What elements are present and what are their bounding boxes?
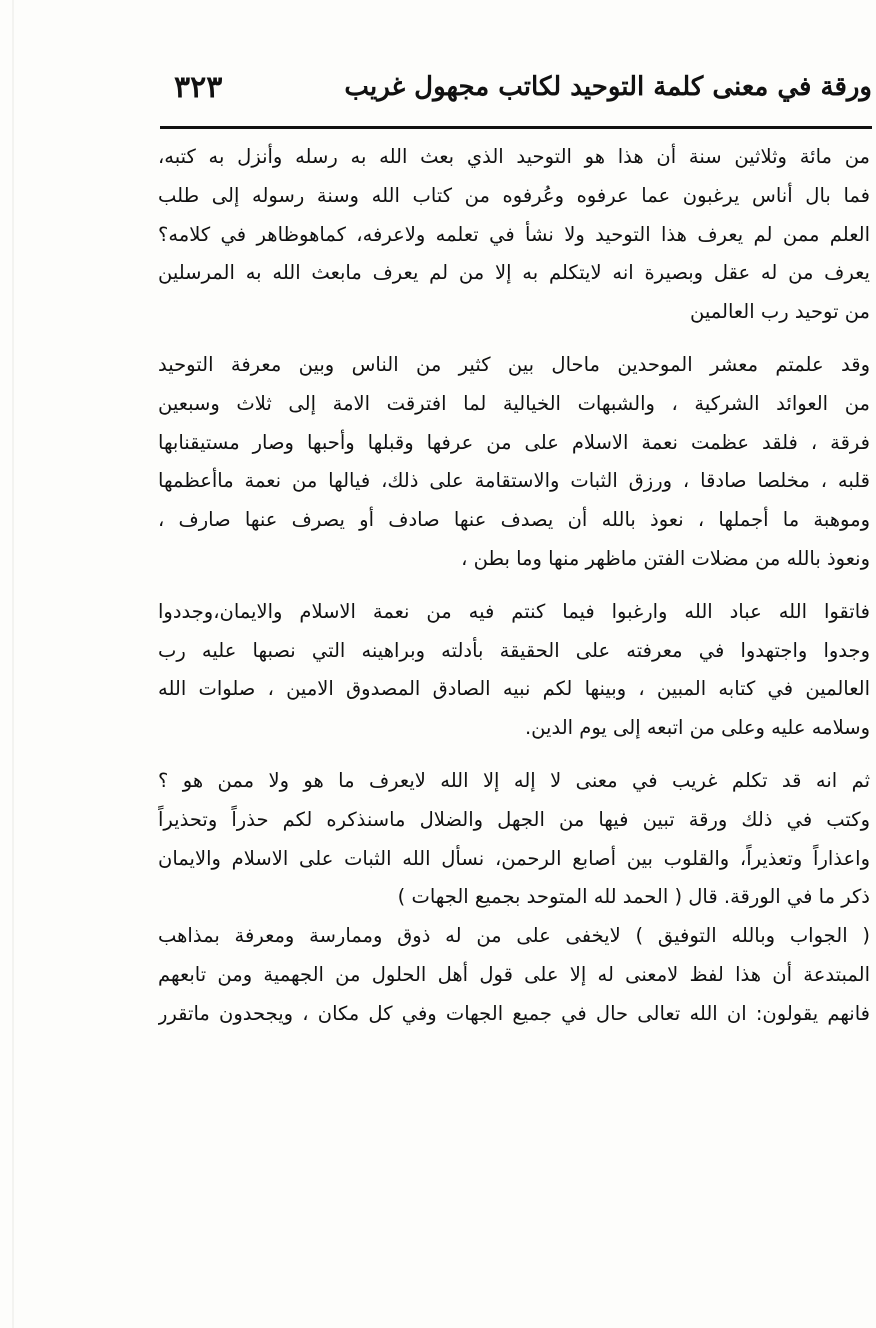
body-text (158, 138, 870, 1288)
text-line: فاتقوا الله عباد الله وارغبوا فيما كنتم فيه من نعمة الاسلام والايمان،وجددوا (158, 599, 870, 623)
text-line: وموهبة ما أجملها ، نعوذ بالله أن يصدف عنها صادف أو يصرف عنها صارف ، (158, 508, 870, 532)
text-line: واعذاراً وتعذيراً، والقلوب بين أصابع الرحمن، نسأل الله الثبات على الاسلام والايمان (158, 846, 870, 870)
paragraph (158, 762, 870, 917)
text-line: وكتب في ذلك ورقة تبين فيها من الجهل والضلال ماسنذكره لكم حذراً وتحذيراً (158, 807, 870, 831)
text-line: ذكر ما في الورقة. قال ( الحمد لله المتوحد بجميع الجهات ) (397, 885, 870, 909)
text-line: ( الجواب وبالله التوفيق ) لايخفى على من له ذوق وممارسة ومعرفة بمذاهب (158, 924, 870, 948)
running-title: ورقة في معنى كلمة التوحيد لكاتب مجهول غريب (344, 72, 872, 102)
paragraph-gap (158, 332, 870, 346)
paragraph (158, 346, 870, 579)
page-header (160, 68, 872, 124)
text-line: المبتدعة أن هذا لفظ لامعنى له إلا على قول أهل الحلول من الجهمية ومن تابعهم (158, 962, 870, 986)
scan-edge-shadow (12, 0, 14, 1328)
text-line: من توحيد رب العالمين (690, 300, 870, 324)
paragraph (158, 593, 870, 748)
text-line: ونعوذ بالله من مضلات الفتن ماظهر منها وما بطن ، (461, 546, 870, 570)
text-line: وقد علمتم معشر الموحدين ماحال بين كثير من الناس وبين معرفة التوحيد (158, 352, 870, 376)
text-line: من مائة وثلاثين سنة أن هذا هو التوحيد الذي بعث الله به رسله وأنزل به كتبه، (158, 145, 870, 168)
text-line: ثم انه قد تكلم غريب في معنى لا إله إلا الله لايعرف ما هو ولا ممن هو ؟ (158, 768, 870, 792)
paragraph-gap (158, 748, 870, 762)
text-line: فرقة ، فلقد عظمت نعمة الاسلام على من عرفها وقبلها وأحبها وصار مستيقنابها (158, 430, 870, 454)
paragraph-gap (158, 579, 870, 593)
text-line: العلم ممن لم يعرف هذا التوحيد ولا نشأ في تعلمه ولاعرفه، كماهوظاهر في كلامه؟ (158, 222, 870, 246)
paragraph (158, 138, 870, 332)
text-line: قلبه ، مخلصا صادقا ، ورزق الثبات والاستقامة على ذلك، فيالها من نعمة ماأعظمها (158, 469, 870, 493)
page-number: ٣٢٣ (174, 70, 223, 105)
text-line: من العوائد الشركية ، والشبهات الخيالية لما افترقت الامة إلى ثلاث وسبعين (158, 391, 870, 415)
text-line: وسلامه عليه وعلى من اتبعه إلى يوم الدين. (524, 716, 870, 740)
paragraph (158, 917, 870, 1033)
text-line: العالمين في كتابه المبين ، وبينها لكم نبيه الصادق المصدوق الامين ، صلوات الله (158, 677, 870, 701)
text-line: فما بال أناس يرغبون عما عرفوه وعُرفوه من كتاب الله وسنة رسوله إلى طلب (158, 183, 870, 207)
text-line: فانهم يقولون: ان الله تعالى حال في جميع الجهات وفي كل مكان ، ويجحدون ماتقرر (158, 1001, 870, 1025)
text-line: وجدوا واجتهدوا في معرفته على الحقيقة بأدلته وبراهينه التي نصبها عليه رب (158, 638, 870, 662)
text-line: يعرف من له عقل وبصيرة انه لايتكلم به إلا من لم يعرف مابعث الله به المرسلين (158, 261, 870, 285)
header-rule (160, 126, 872, 129)
